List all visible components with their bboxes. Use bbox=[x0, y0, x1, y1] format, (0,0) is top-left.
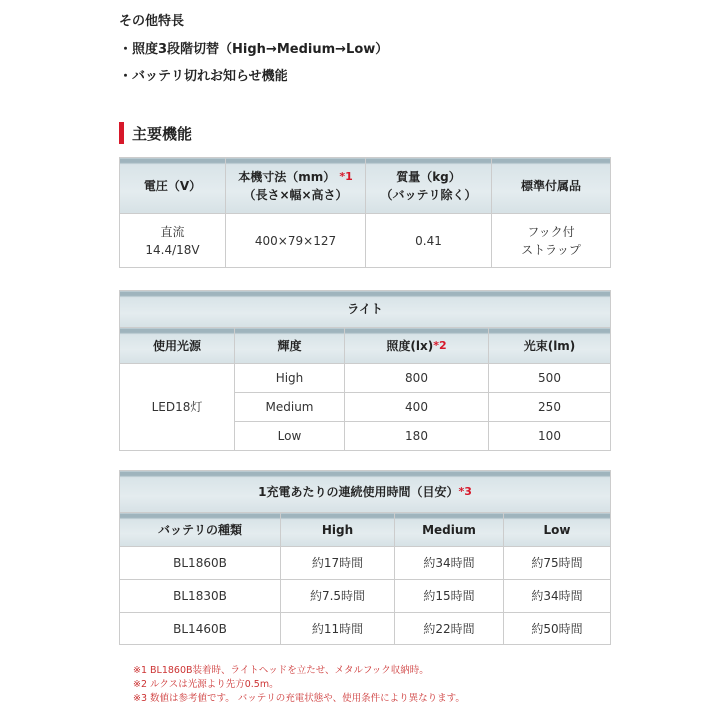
section-heading bbox=[119, 122, 192, 144]
footnotes bbox=[133, 664, 465, 706]
light-title: ライト bbox=[120, 291, 611, 328]
voltage-value: 直流 14.4/18V bbox=[120, 214, 226, 268]
feature-item: ・バッテリ切れお知らせ機能 bbox=[119, 69, 288, 84]
header-medium: Medium bbox=[395, 513, 504, 547]
lumen: 250 bbox=[489, 393, 611, 422]
feature-item: ・照度3段階切替（High→Medium→Low） bbox=[119, 42, 389, 57]
high-time: 約11時間 bbox=[281, 613, 395, 645]
footnote: ※1 BL1860B装着時、ライトヘッドを立たせ、メタルフック収納時。 bbox=[133, 665, 429, 676]
section-title: 主要機能 bbox=[132, 124, 193, 143]
table-row bbox=[120, 613, 611, 645]
high-time: 約7.5時間 bbox=[281, 580, 395, 613]
spec-table bbox=[119, 157, 611, 268]
runtime-table bbox=[119, 470, 611, 645]
lux: 400 bbox=[345, 393, 489, 422]
mode: Low bbox=[235, 422, 345, 451]
header-weight: 質量（kg） （バッテリ除く） bbox=[366, 158, 492, 214]
header-brightness: 輝度 bbox=[235, 328, 345, 364]
header-voltage: 電圧（V） bbox=[120, 158, 226, 214]
runtime-title: 1充電あたりの連続使用時間（目安）*3 bbox=[120, 471, 611, 513]
accessories-value: フック付 ストラップ bbox=[492, 214, 611, 268]
mode: High bbox=[235, 364, 345, 393]
table-row bbox=[120, 580, 611, 613]
low-time: 約50時間 bbox=[504, 613, 611, 645]
battery: BL1830B bbox=[120, 580, 281, 613]
header-low: Low bbox=[504, 513, 611, 547]
header-lumen: 光束(lm) bbox=[489, 328, 611, 364]
lux: 800 bbox=[345, 364, 489, 393]
battery: BL1460B bbox=[120, 613, 281, 645]
heading-accent-bar bbox=[119, 122, 124, 144]
low-time: 約34時間 bbox=[504, 580, 611, 613]
light-table bbox=[119, 290, 611, 451]
header-illuminance: 照度(lx)*2 bbox=[345, 328, 489, 364]
battery: BL1860B bbox=[120, 547, 281, 580]
header-source: 使用光源 bbox=[120, 328, 235, 364]
other-features-title: その他特長 bbox=[119, 14, 185, 29]
footnote: ※3 数値は参考値です。 バッテリの充電状態や、使用条件により異なります。 bbox=[133, 693, 465, 704]
lumen: 500 bbox=[489, 364, 611, 393]
footnote: ※2 ルクスは光源より先方0.5m。 bbox=[133, 679, 279, 690]
header-high: High bbox=[281, 513, 395, 547]
dimensions-value: 400×79×127 bbox=[226, 214, 366, 268]
header-accessories: 標準付属品 bbox=[492, 158, 611, 214]
medium-time: 約15時間 bbox=[395, 580, 504, 613]
medium-time: 約22時間 bbox=[395, 613, 504, 645]
table-row bbox=[120, 547, 611, 580]
lux: 180 bbox=[345, 422, 489, 451]
low-time: 約75時間 bbox=[504, 547, 611, 580]
weight-value: 0.41 bbox=[366, 214, 492, 268]
header-battery: バッテリの種類 bbox=[120, 513, 281, 547]
lumen: 100 bbox=[489, 422, 611, 451]
light-source: LED18灯 bbox=[120, 364, 235, 451]
mode: Medium bbox=[235, 393, 345, 422]
medium-time: 約34時間 bbox=[395, 547, 504, 580]
high-time: 約17時間 bbox=[281, 547, 395, 580]
header-dimensions: 本機寸法（mm） *1 （長さ×幅×高さ） bbox=[226, 158, 366, 214]
